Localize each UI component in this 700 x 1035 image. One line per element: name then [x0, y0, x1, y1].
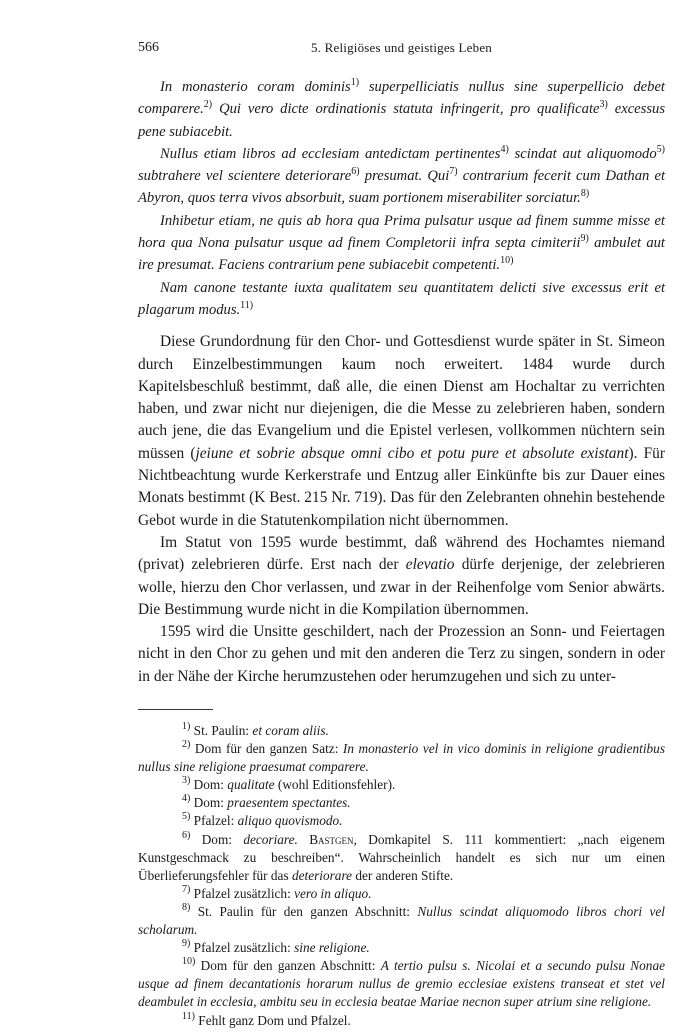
footnote-reference: 4) [500, 143, 509, 155]
text-run: contrarium fecerit cum Dathan et Abyron, quos terra vivos absorbuit, suam portionem miserabiliter sorciatur. [138, 168, 666, 207]
latin-term: sine religione. [294, 940, 370, 956]
latin-term: et coram aliis. [252, 723, 329, 739]
footnote: $^{10)}$ Dom für den ganzen Abschnitt: A tertio pulsu s. Nicolai et a secundo pulsu Nonae usque ad finem decantationis horarum nullus de gremio ecclesiae existens transeat et stet vel deambulet in ecclesia, ambitu seu in ecclesia beatae Mariae necnon super atrium sine religione. [138, 956, 665, 1010]
latin-paragraph [138, 277, 665, 322]
footnote-reference: 6) [351, 166, 360, 178]
footnote-reference: 8) [580, 188, 590, 200]
text-run: Dom: [201, 831, 244, 847]
text-run: subtrahere vel scientere deteriorare [138, 168, 352, 185]
latin-term: In monasterio vel in vico dominis in religione gradientibus nullus sine religione praesumat comparere. [138, 741, 666, 775]
latin-paragraph [138, 76, 665, 143]
footnotes [138, 722, 665, 1030]
body-paragraph [138, 331, 665, 532]
text-run: Pfalzel zusätzlich: [193, 940, 295, 956]
text-run [298, 832, 309, 847]
latin-term: aliquo quovismodo. [237, 813, 343, 829]
footnote: $^{7)}$ Pfalzel zusätzlich: vero in aliquo. [182, 883, 372, 901]
latin-paragraph [138, 210, 665, 277]
footnote-reference: 9) [580, 233, 589, 245]
text-run: (wohl Editionsfehler). [274, 777, 396, 793]
body-paragraph [138, 532, 665, 621]
latin-term: qualitate [227, 777, 275, 793]
page-header [138, 40, 665, 60]
latin-paragraph [138, 143, 665, 210]
footnote-reference: 3) [599, 99, 608, 111]
text-run: 1595 wird die Unsitte geschildert, nach der Prozession an Sonn- und Feiertagen nicht in den Chor zu gehen und mit den anderen die Terz zu singen, sondern in oder in der Nähe der Kirche herumzustehen oder herumzugehen und sich zu unter- [138, 623, 665, 685]
footnote-reference: 11) [240, 299, 254, 311]
latin-term: deteriorare [291, 867, 353, 883]
text-run: In monasterio coram dominis [160, 79, 351, 95]
body-text [138, 331, 665, 688]
footnote: $^{3)}$ Dom: qualitate (wohl Editionsfehler). [182, 775, 396, 793]
latin-term: elevatio [405, 556, 455, 574]
text-run: ambulet aut ire presumat. Faciens contrarium pene subiacebit competenti. [138, 235, 665, 274]
footnote-reference: 1) [350, 77, 360, 88]
running-head: 5. Religiöses und geistiges Leben [311, 40, 492, 55]
text-run: der anderen Stifte. [352, 867, 454, 883]
footnote: $^{11)}$ Fehlt ganz Dom und Pfalzel. [182, 1010, 351, 1028]
footnote: $^{2)}$ Dom für den ganzen Satz: In monasterio vel in vico dominis in religione gradientibus nullus sine religione praesumat comparere. [138, 739, 666, 775]
latin-term: praesentem spectantes. [227, 795, 351, 811]
footnote: $^{6)}$ Dom: decoriare. Bastgen, Domkapitel S. 111 kommentiert: „nach eigenem Kunstgeschmack zu beschreiben“. Wahrscheinlich handelt es sich nur um einen Überlieferungsfehler für das deteriorare der anderen Stifte. [138, 829, 666, 883]
text-run: , Domkapitel S. 111 kommentiert: „nach eigenem Kunstgeschmack zu beschreiben“. Wahrscheinlich handelt es sich nur um einen Überlieferungsfehler für das [138, 831, 666, 883]
text-run: Fehlt ganz Dom und Pfalzel. [198, 1012, 351, 1028]
footnote: $^{8)}$ St. Paulin für den ganzen Abschnitt: Nullus scindat aliquomodo libros chori vel scholarum. [138, 901, 665, 938]
text-run: Pfalzel zusätzlich: [193, 885, 295, 901]
footnote-reference: 5) [656, 143, 665, 155]
text-run: Qui vero dicte ordinationis statuta infringerit, pro qualificate [219, 101, 600, 118]
latin-term: Nullus scindat aliquomodo libros chori vel scholarum. [138, 903, 665, 938]
text-run: St. Paulin für den ganzen Abschnitt: [197, 903, 418, 919]
author-name: Bastgen [309, 831, 354, 847]
latin-term: jeiune et sobrie absque omni cibo et potu pure et absolute existant [195, 444, 629, 462]
footnote: $^{4)}$ Dom: praesentem spectantes. [182, 793, 351, 811]
footnote: $^{9)}$ Pfalzel zusätzlich: sine religione. [182, 938, 370, 956]
text-run: excessus pene subiacebit. [138, 101, 665, 140]
footnote-reference: 7) [449, 166, 458, 178]
book-page [138, 40, 665, 1030]
page-number: 566 [138, 40, 159, 55]
text-run: Diese Grundordnung für den Chor- und Gottesdienst wurde später in St. Simeon durch Einzelbestimmungen kaum noch erweitert. 1484 wurde durch Kapitelsbeschluß bestimmt, daß alle, die einen Dienst am Hochaltar zu verrichten haben, und zwar nicht nur diejenigen, die die Messe zu zelebrieren haben, sondern auch jene, die das Evangelium und die Epistel verlesen, vollkommen nüchtern sein müssen ( [138, 333, 665, 462]
text-run: Nam canone testante iuxta qualitatem seu quantitatem delicti sive excessus erit et plagarum modus. [138, 279, 665, 318]
text-run: St. Paulin: [193, 723, 253, 739]
text-run: scindat aut aliquomodo [514, 145, 657, 162]
text-run: Dom: [193, 795, 228, 811]
text-run: Dom für den ganzen Satz: [194, 741, 343, 757]
text-run: ). Für Nichtbeachtung wurde Kerkerstrafe und Entzug aller Einkünfte bis zur Dauer eines Monats bestimmt (K Best. 215 Nr. 719). Das für den Zelebranten ohnehin bestehende Gebot wurde in die Statutenkompilation nicht übernommen. [138, 444, 666, 529]
body-paragraph [138, 621, 665, 688]
footnote-divider [138, 709, 213, 710]
text-run: Dom: [193, 777, 228, 793]
text-run: presumat. Qui [364, 168, 450, 185]
latin-term: A tertio pulsu s. Nicolai et a secundo pulsu Nonae usque ad finem decantationis horarum nullus de gremio ecclesiae existens transeat et stet vel deambulet in ecclesia, ambitu seu in ecclesia beatae Mariae necnon super atrium sine religione. [138, 958, 665, 1010]
text-run: superpelliciatis nullus sine superpellicio debet comparere. [138, 79, 665, 118]
text-run: dürfe derjenige, der zelebrieren wolle, hierzu den Chor verlassen, und zwar in der Reihenfolge vom Senior abwärts. Die Bestimmung wurde nicht in die Kompilation übernommen. [138, 556, 665, 618]
latin-term: decoriare. [243, 831, 298, 847]
text-run: Nullus etiam libros ad ecclesiam antedictam pertinentes [160, 145, 501, 162]
footnote-reference: 10) [500, 255, 514, 267]
text-run: Dom für den ganzen Abschnitt: [200, 958, 381, 974]
footnote: $^{1)}$ St. Paulin: et coram aliis. [182, 721, 329, 739]
footnote: $^{5)}$ Pfalzel: aliquo quovismodo. [182, 811, 343, 829]
latin-term: vero in aliquo. [294, 885, 372, 901]
footnote-reference: 2) [203, 99, 213, 111]
text-run: Inhibetur etiam, ne quis ab hora qua Prima pulsatur usque ad finem summe misse et hora qua Nona pulsatur usque ad finem Completorii infra septa cimiterii [138, 212, 665, 252]
text-run: Im Statut von 1595 wurde bestimmt, daß während des Hochamtes niemand (privat) zelebrieren dürfe. Erst nach der [138, 533, 665, 574]
latin-statute-quotation [138, 76, 665, 321]
text-run: Pfalzel: [193, 813, 238, 829]
